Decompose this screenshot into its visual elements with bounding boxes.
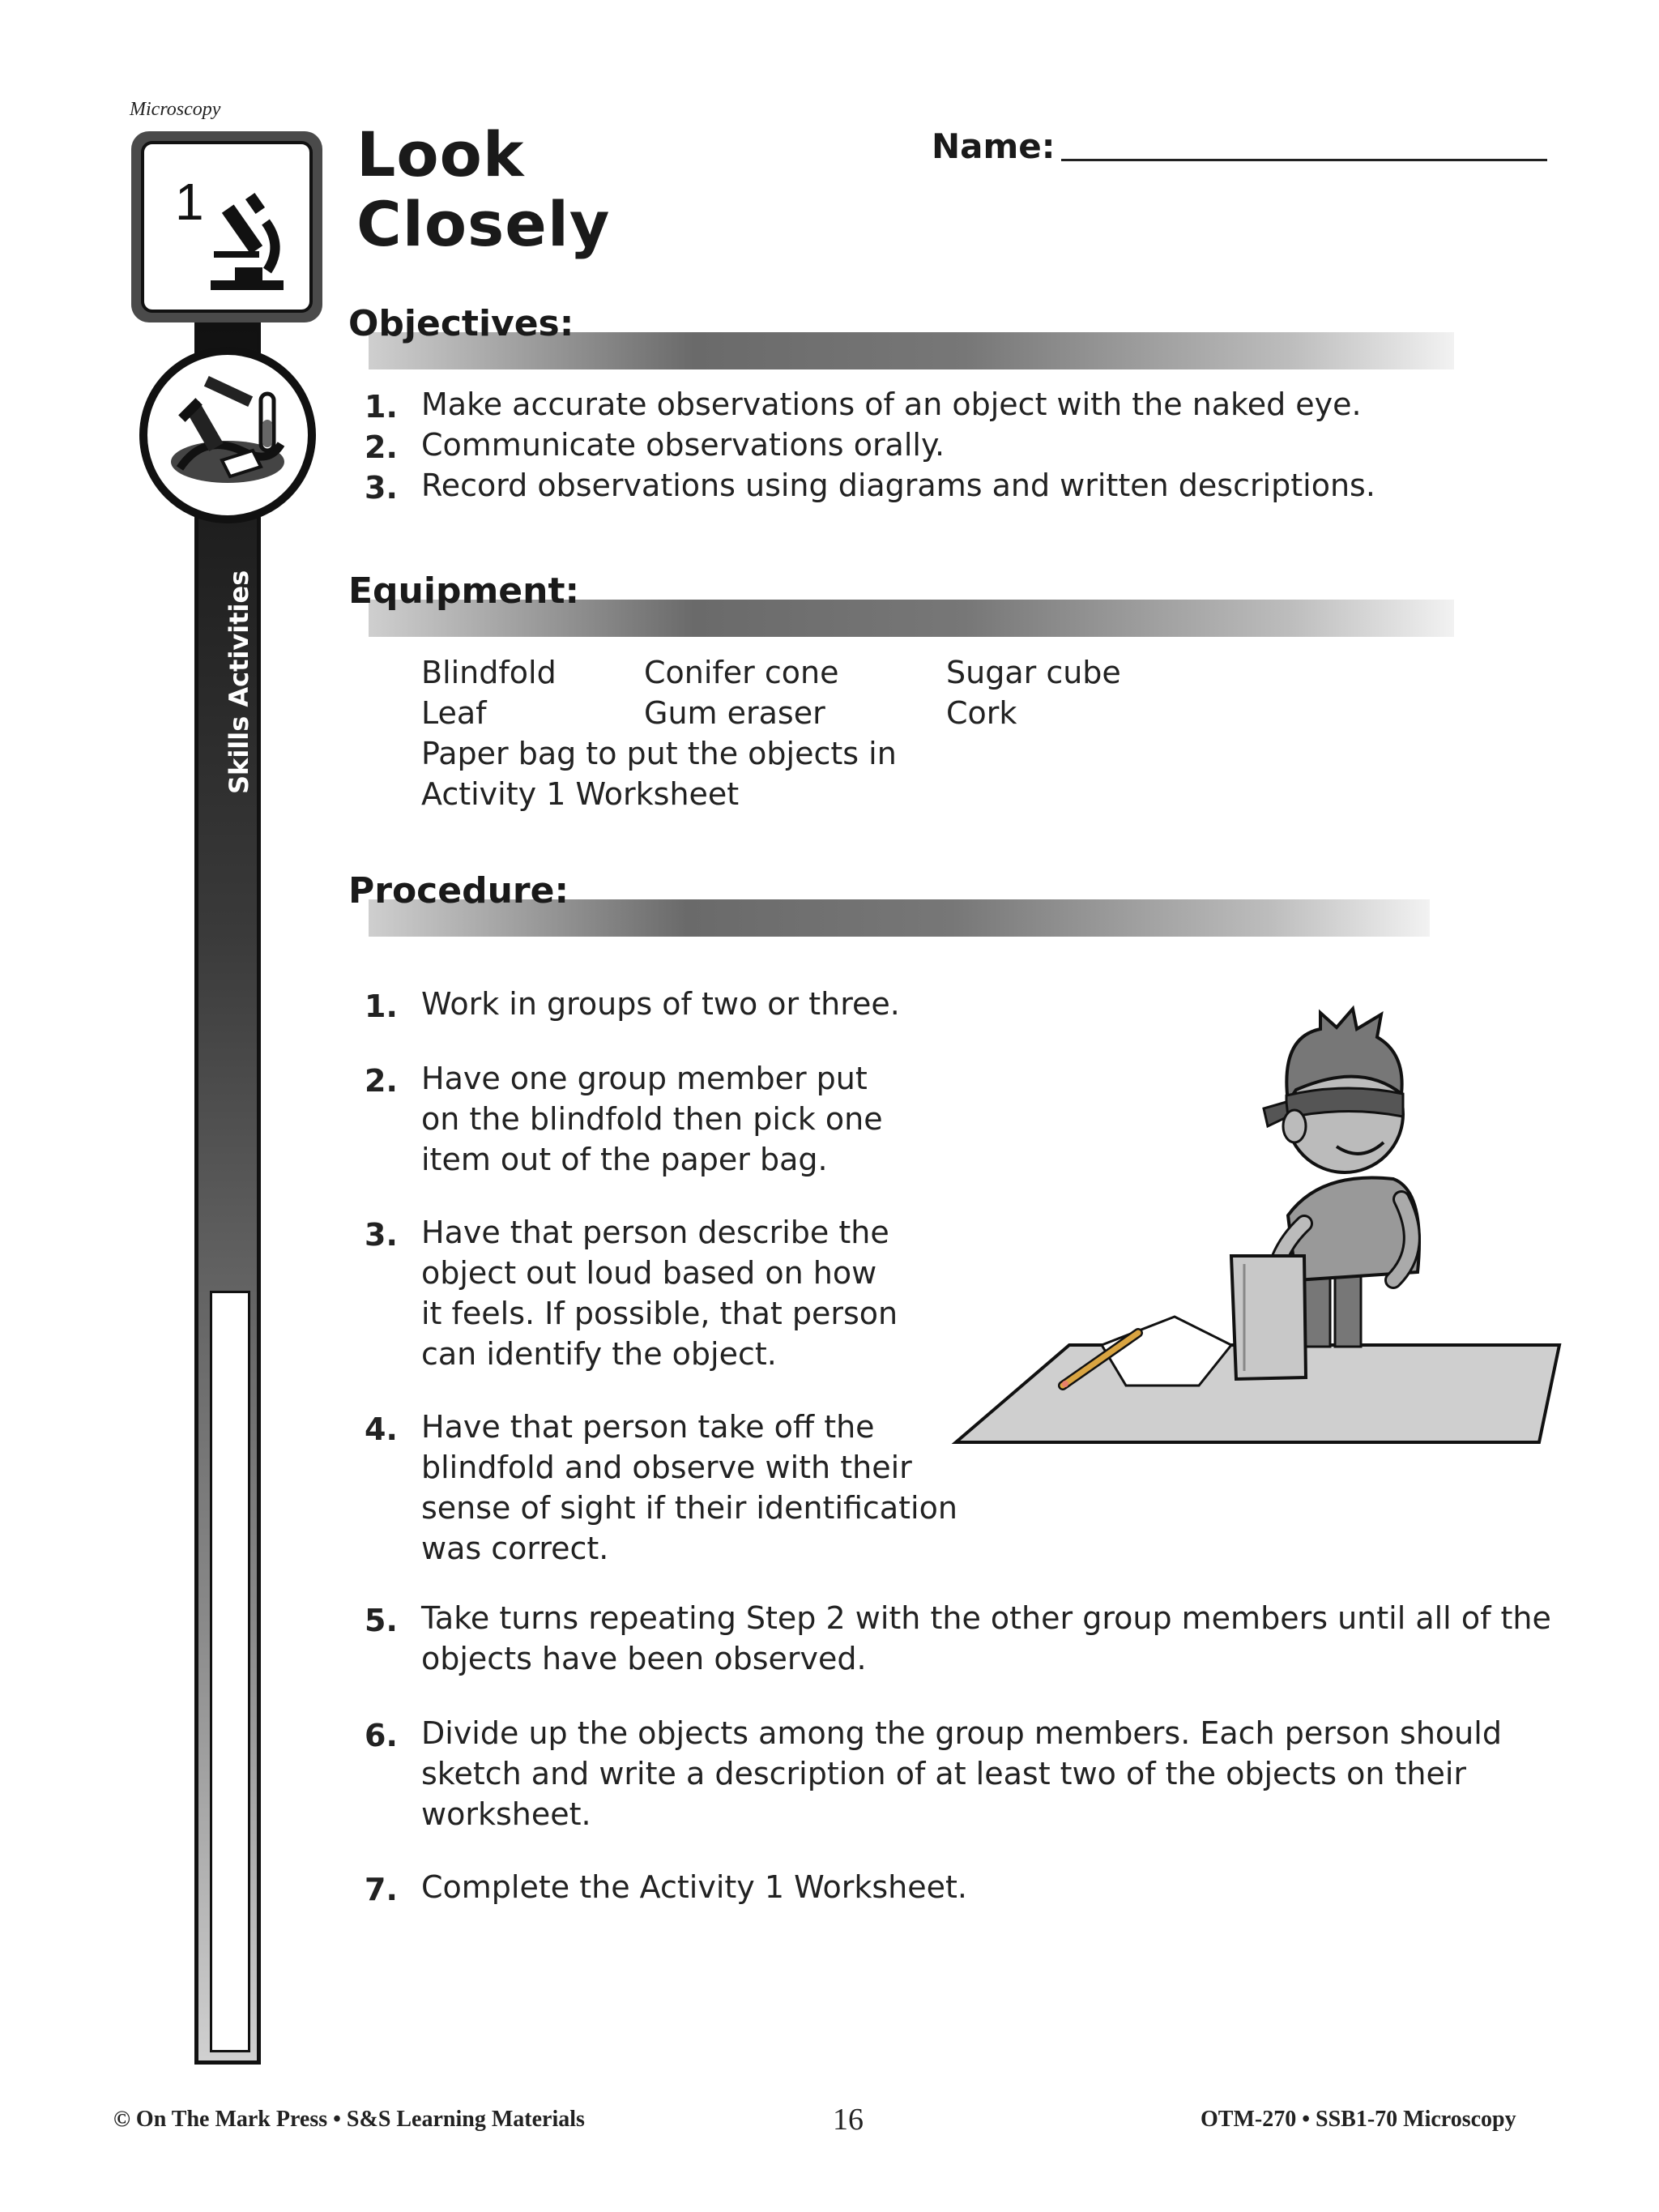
equipment-item: Conifer cone <box>644 655 839 690</box>
lab-equipment-badge <box>139 347 316 523</box>
equipment-item: Gum eraser <box>644 695 825 731</box>
equipment-item: Leaf <box>421 695 487 731</box>
equipment-heading: Equipment: <box>348 570 580 612</box>
equipment-item: Blindfold <box>421 655 557 690</box>
equipment-item: Sugar cube <box>946 655 1121 690</box>
lab-equipment-icon <box>147 355 308 515</box>
microscope-icon <box>203 190 292 295</box>
equipment-item: Activity 1 Worksheet <box>421 776 740 812</box>
equipment-item: Cork <box>946 695 1017 731</box>
page-number: 16 <box>833 2103 864 2137</box>
equipment-item: Paper bag to put the objects in <box>421 736 897 771</box>
name-field[interactable] <box>1061 159 1547 161</box>
activity-number-tile <box>131 131 322 322</box>
subject-header: Microscopy <box>130 99 221 120</box>
name-label: Name: <box>932 126 1056 166</box>
activity-number: 1 <box>175 173 204 231</box>
title-line-1: Look <box>356 118 525 190</box>
title-line-2: Closely <box>356 188 611 260</box>
blindfolded-child-illustration <box>940 1005 1572 1458</box>
footer-code: OTM-270 • SSB1-70 Microscopy <box>1201 2107 1516 2132</box>
procedure-heading: Procedure: <box>348 870 569 912</box>
page-title <box>356 120 610 259</box>
footer-publisher: © On The Mark Press • S&S Learning Materials <box>113 2107 585 2132</box>
objectives-heading: Objectives: <box>348 303 574 344</box>
